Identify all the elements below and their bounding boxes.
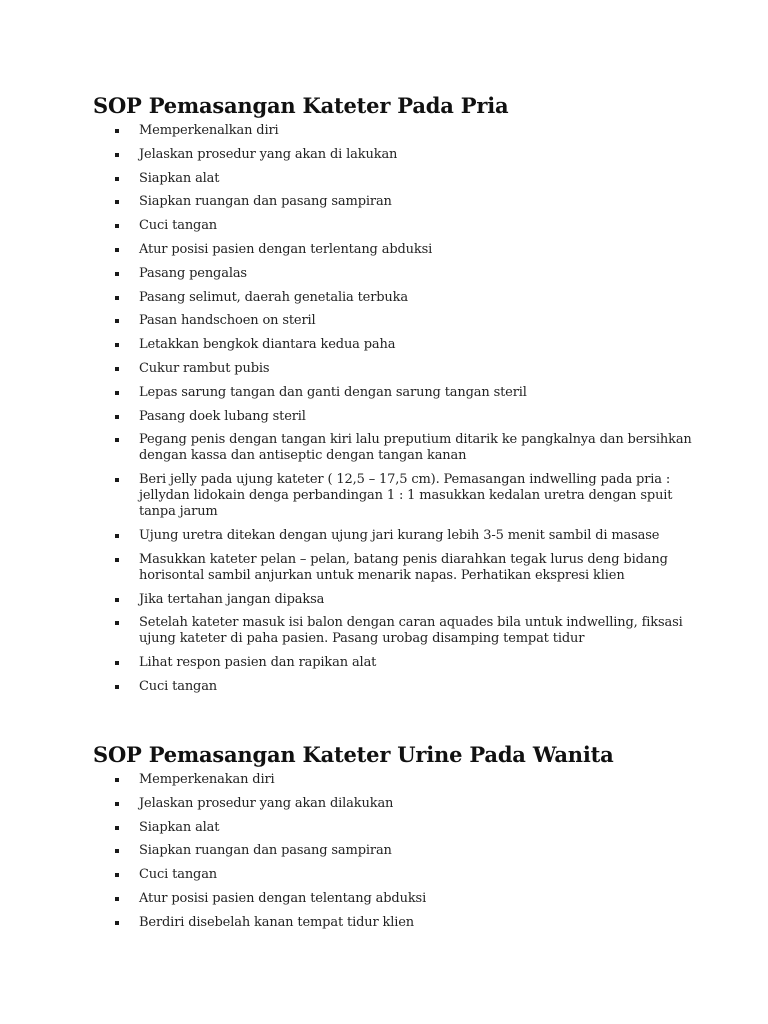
list-item: [93, 796, 693, 812]
square-bullet-icon: [115, 921, 119, 925]
list-item: [93, 361, 693, 377]
square-bullet-icon: [115, 367, 119, 371]
step-list: [93, 123, 693, 695]
list-item-text: Siapkan alat: [139, 170, 220, 186]
list-item: [93, 266, 693, 282]
square-bullet-icon: [115, 391, 119, 395]
list-item-text: Pasang pengalas: [139, 265, 247, 281]
list-item: [93, 820, 693, 836]
list-item: [93, 915, 693, 931]
square-bullet-icon: [115, 802, 119, 806]
list-item: [93, 552, 693, 584]
list-item: [93, 772, 693, 788]
list-item-text: Jika tertahan jangan dipaksa: [139, 591, 325, 607]
square-bullet-icon: [115, 598, 119, 602]
list-item-text: Memperkenakan diri: [139, 772, 275, 787]
list-item-text: Jelaskan prosedur yang akan di lakukan: [139, 146, 398, 162]
list-item-text: Pasang doek lubang steril: [139, 408, 306, 424]
list-item: [93, 528, 693, 544]
list-item: [93, 337, 693, 353]
list-item-text: Ujung uretra ditekan dengan ujung jari kurang lebih 3-5 menit sambil di masase: [139, 527, 660, 543]
square-bullet-icon: [115, 778, 119, 782]
list-item: [93, 123, 693, 139]
square-bullet-icon: [115, 661, 119, 665]
list-item-text: Jelaskan prosedur yang akan dilakukan: [139, 795, 394, 811]
square-bullet-icon: [115, 621, 119, 625]
list-item: [93, 194, 693, 210]
list-item: [93, 218, 693, 234]
section-sop-wanita: [93, 740, 693, 939]
list-item-text: Siapkan ruangan dan pasang sampiran: [139, 843, 392, 859]
list-item-text: Lepas sarung tangan dan ganti dengan sarung tangan steril: [139, 384, 527, 400]
square-bullet-icon: [115, 438, 119, 442]
square-bullet-icon: [115, 534, 119, 538]
square-bullet-icon: [115, 897, 119, 901]
list-item-text: Siapkan alat: [139, 819, 220, 835]
square-bullet-icon: [115, 248, 119, 252]
list-item-text: Siapkan ruangan dan pasang sampiran: [139, 194, 392, 210]
square-bullet-icon: [115, 296, 119, 300]
list-item-text: Cukur rambut pubis: [139, 360, 270, 376]
square-bullet-icon: [115, 343, 119, 347]
square-bullet-icon: [115, 873, 119, 877]
list-item: [93, 313, 693, 329]
list-item-text: Berdiri disebelah kanan tempat tidur klien: [139, 914, 415, 930]
square-bullet-icon: [115, 224, 119, 228]
list-item: [93, 409, 693, 425]
list-item-text: Beri jelly pada ujung kateter ( 12,5 – 17,5 cm). Pemasangan indwelling pada pria : jellydan lidokain denga perbandingan 1 : 1 masukkan kedalan uretra dengan spuit tanpa jarum: [139, 472, 673, 520]
square-bullet-icon: [115, 272, 119, 276]
square-bullet-icon: [115, 153, 119, 157]
list-item-text: Cuci tangan: [139, 218, 218, 234]
list-item-text: Pasan handschoen on steril: [139, 313, 316, 329]
section-heading: SOP Pemasangan Kateter Pada Pria: [93, 93, 509, 118]
list-item: [93, 472, 693, 520]
section-sop-pria: [93, 91, 693, 703]
list-item: [93, 147, 693, 163]
list-item-text: Letakkan bengkok diantara kedua paha: [139, 337, 396, 353]
step-list: [93, 772, 693, 931]
list-item-text: Pasang selimut, daerah genetalia terbuka: [139, 289, 408, 305]
list-item: [93, 843, 693, 859]
square-bullet-icon: [115, 685, 119, 689]
list-item-text: Cuci tangan: [139, 678, 218, 694]
list-item-text: Masukkan kateter pelan – pelan, batang penis diarahkan tegak lurus deng bidang horisontal sambil anjurkan untuk menarik napas. Perhatikan ekspresi klien: [139, 551, 668, 583]
square-bullet-icon: [115, 849, 119, 853]
square-bullet-icon: [115, 826, 119, 830]
list-item: [93, 655, 693, 671]
list-item: [93, 290, 693, 306]
list-item: [93, 242, 693, 258]
square-bullet-icon: [115, 319, 119, 323]
list-item-text: Lihat respon pasien dan rapikan alat: [139, 655, 377, 671]
list-item: [93, 891, 693, 907]
list-item: [93, 385, 693, 401]
list-item: [93, 171, 693, 187]
list-item: [93, 615, 693, 647]
square-bullet-icon: [115, 558, 119, 562]
list-item: [93, 867, 693, 883]
square-bullet-icon: [115, 129, 119, 133]
section-heading: SOP Pemasangan Kateter Urine Pada Wanita: [93, 742, 614, 767]
list-item-text: Atur posisi pasien dengan telentang abduksi: [139, 890, 427, 906]
list-item-text: Pegang penis dengan tangan kiri lalu preputium ditarik ke pangkalnya dan bersihkan dengan kassa dan antiseptic dengan tangan kanan: [139, 432, 692, 464]
square-bullet-icon: [115, 177, 119, 181]
square-bullet-icon: [115, 200, 119, 204]
list-item-text: Setelah kateter masuk isi balon dengan caran aquades bila untuk indwelling, fiksasi ujung kateter di paha pasien. Pasang urobag disamping tempat tidur: [139, 615, 683, 647]
list-item: [93, 432, 693, 464]
square-bullet-icon: [115, 478, 119, 482]
list-item-text: Cuci tangan: [139, 867, 218, 883]
list-item: [93, 592, 693, 608]
list-item-text: Memperkenalkan diri: [139, 123, 279, 138]
square-bullet-icon: [115, 415, 119, 419]
list-item: [93, 679, 693, 695]
list-item-text: Atur posisi pasien dengan terlentang abduksi: [139, 241, 433, 257]
